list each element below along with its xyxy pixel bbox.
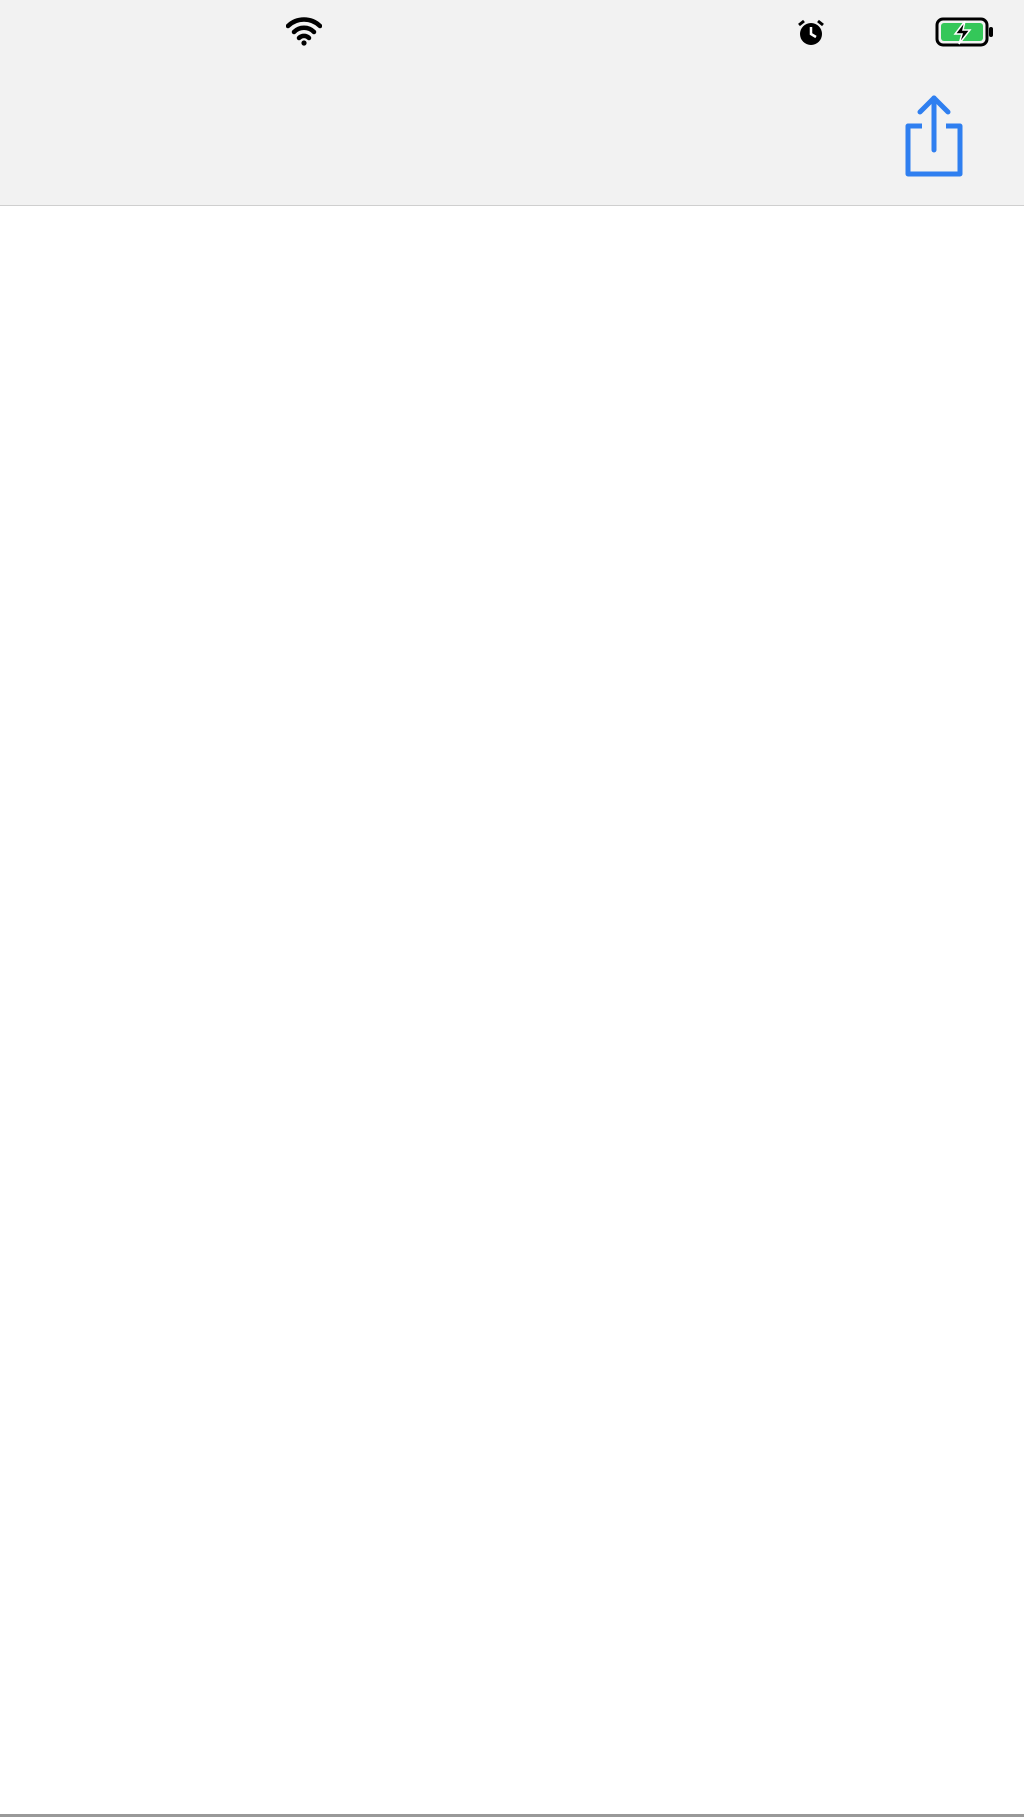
question-21-options (96, 312, 998, 345)
document-viewer[interactable] (0, 206, 1024, 1817)
blank-21 (378, 279, 503, 312)
section-heading (96, 214, 998, 247)
document-page (96, 214, 998, 377)
status-bar (0, 0, 1024, 70)
alarm-icon (796, 18, 826, 57)
section-heading-cont (96, 247, 998, 280)
navigation-bar (0, 70, 1024, 206)
share-icon[interactable] (900, 92, 968, 187)
question-21 (96, 279, 998, 312)
wifi-icon (286, 16, 322, 55)
question-22 (96, 344, 998, 377)
battery-charging-icon (935, 16, 995, 57)
